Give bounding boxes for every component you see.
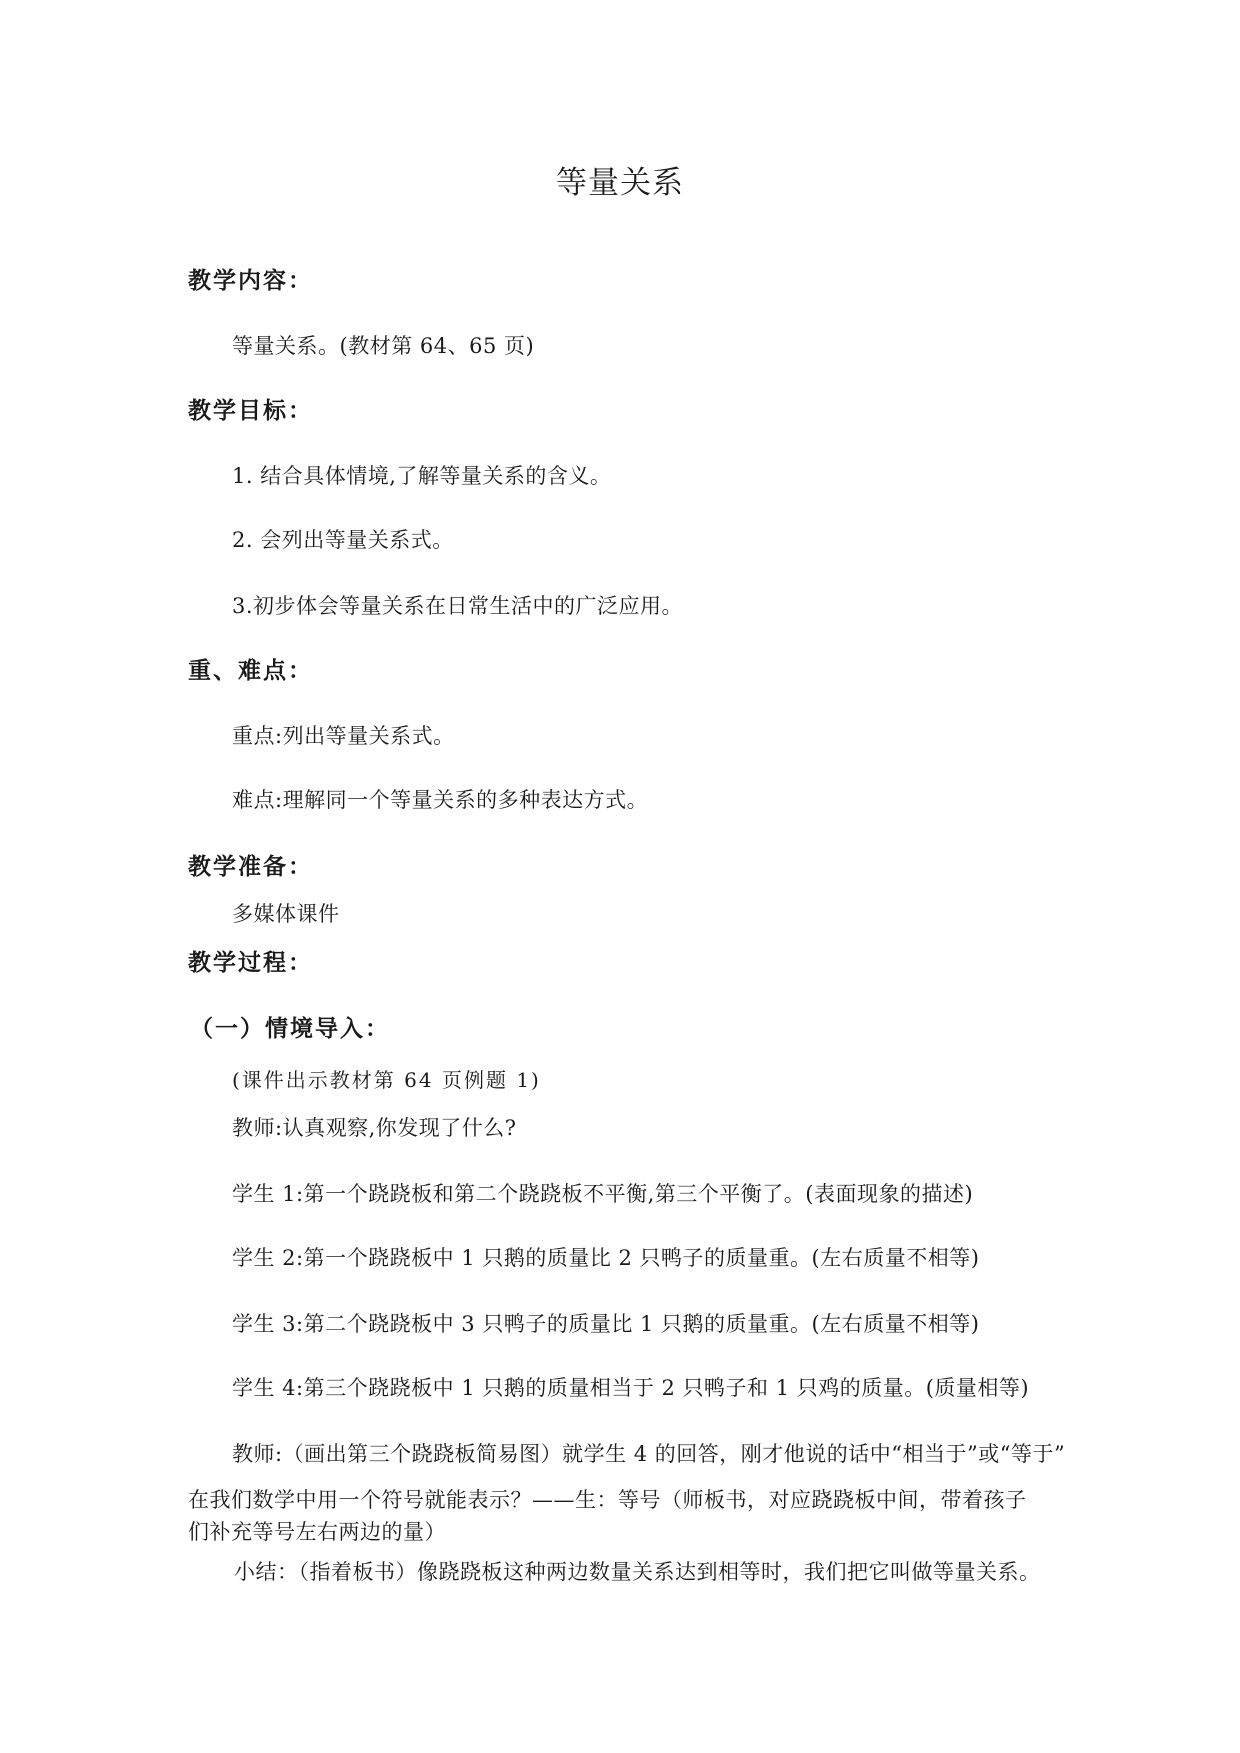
heading-key-difficult: 重、难点： — [188, 658, 313, 684]
courseware-note: (课件出示教材第 64 页例题 1) — [232, 1068, 541, 1092]
summary-text: 小结：（指着板书）像跷跷板这种两边数量关系达到相等时，我们把它叫做等量关系。 — [234, 1560, 1041, 1584]
page-title: 等量关系 — [556, 165, 684, 201]
teacher-explanation-line-1: 教师:（画出第三个跷跷板简易图）就学生 4 的回答，刚才他说的话中“相当于”或“等于” — [232, 1442, 1066, 1466]
teacher-question: 教师:认真观察,你发现了什么? — [232, 1116, 517, 1140]
teacher-explanation-line-2: 在我们数学中用一个符号就能表示？——生：等号（师板书，对应跷跷板中间，带着孩子 — [188, 1488, 1027, 1512]
difficult-point-text: 难点:理解同一个等量关系的多种表达方式。 — [232, 788, 649, 812]
goal-item-3: 3.初步体会等量关系在日常生活中的广泛应用。 — [232, 594, 684, 618]
teaching-prep-text: 多媒体课件 — [232, 902, 340, 926]
goal-item-1: 1. 结合具体情境,了解等量关系的含义。 — [232, 464, 612, 488]
student-answer-4: 学生 4:第三个跷跷板中 1 只鹅的质量相当于 2 只鸭子和 1 只鸡的质量。(质量相等) — [232, 1376, 1030, 1400]
student-answer-2: 学生 2:第一个跷跷板中 1 只鹅的质量比 2 只鸭子的质量重。(左右质量不相等) — [232, 1246, 980, 1270]
key-point-text: 重点:列出等量关系式。 — [232, 724, 455, 748]
teacher-explanation-line-3: 们补充等号左右两边的量） — [188, 1520, 446, 1544]
heading-teaching-goals: 教学目标： — [188, 398, 313, 424]
goal-item-2: 2. 会列出等量关系式。 — [232, 528, 454, 552]
heading-teaching-prep: 教学准备： — [188, 854, 313, 880]
teaching-content-text: 等量关系。(教材第 64、65 页) — [232, 334, 535, 358]
subheading-scenario-intro: （一）情境导入： — [190, 1016, 390, 1042]
student-answer-3: 学生 3:第二个跷跷板中 3 只鸭子的质量比 1 只鹅的质量重。(左右质量不相等) — [232, 1312, 980, 1336]
heading-teaching-content: 教学内容： — [188, 268, 313, 294]
heading-teaching-process: 教学过程： — [188, 950, 313, 976]
student-answer-1: 学生 1:第一个跷跷板和第二个跷跷板不平衡,第三个平衡了。(表面现象的描述) — [232, 1182, 974, 1206]
